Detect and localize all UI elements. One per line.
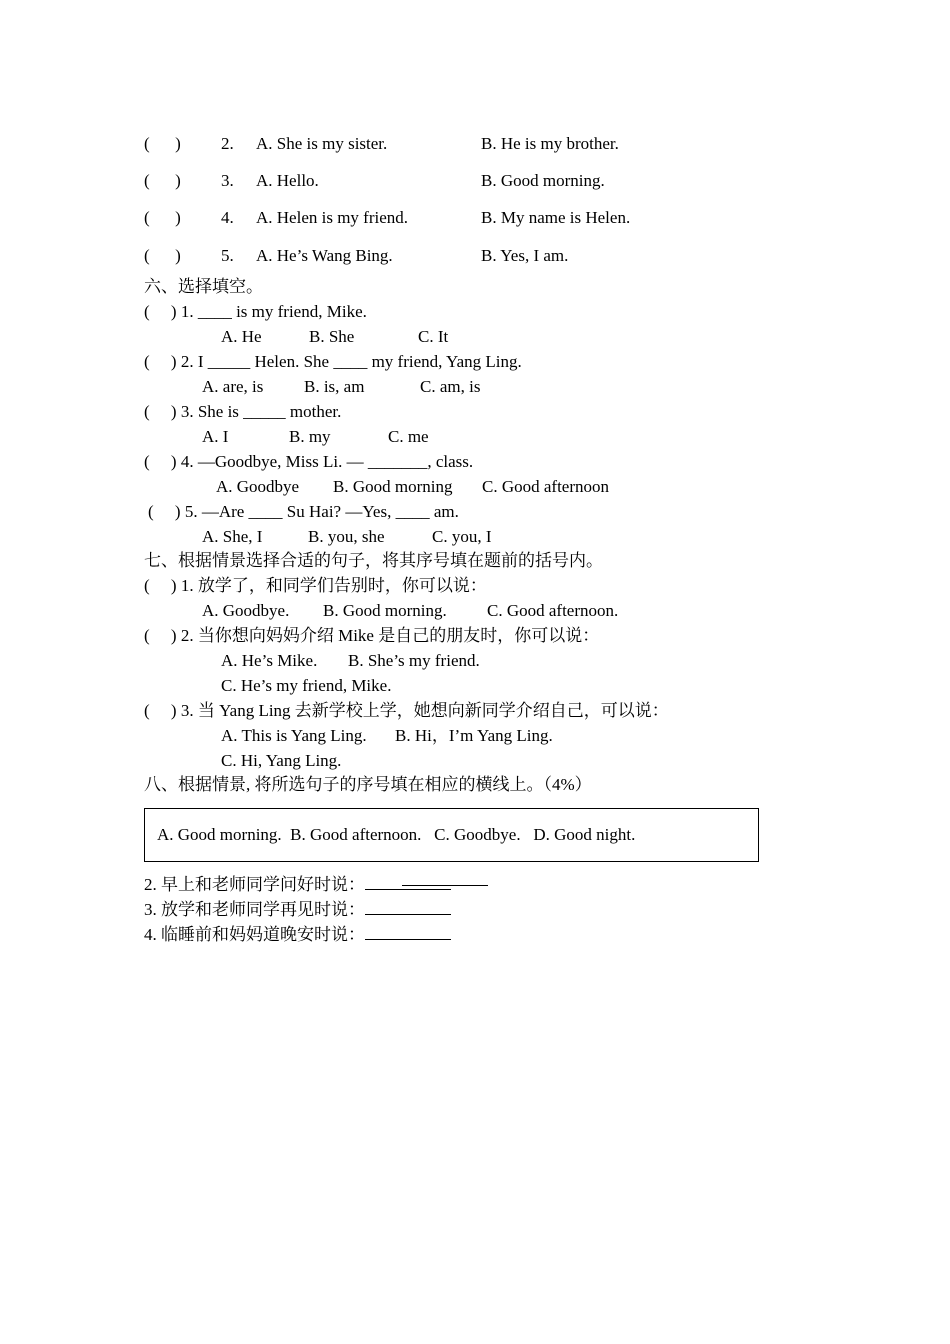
s8-item-4-text: 4. 临睡前和妈妈道晚安时说： — [144, 925, 365, 944]
s6-q3-option-a: A. I — [202, 427, 229, 446]
s7-q1-option-a: A. Goodbye. — [202, 601, 290, 620]
s6-q4-stem: ( ) 4. —Goodbye, Miss Li. — _______, class. — [144, 452, 474, 471]
s7-q2-option-a: A. He’s Mike. — [221, 651, 318, 670]
s7-q3-stem: ( ) 3. 当 Yang Ling 去新学校上学，她想向新同学介绍自己，可以说： — [144, 701, 669, 720]
question-number: 2. — [221, 134, 234, 153]
question-number: 5. — [221, 246, 234, 265]
option-box — [144, 808, 759, 862]
s6-q5-option-a: A. She, I — [202, 527, 263, 546]
answer-paren: ( ) — [144, 246, 181, 265]
s6-q3-option-b: B. my — [289, 427, 331, 446]
s6-q3-option-c: C. me — [388, 427, 429, 446]
answer-blank[interactable] — [365, 899, 451, 915]
s7-q2-stem: ( ) 2. 当你想向妈妈介绍 Mike 是自己的朋友时，你可以说： — [144, 626, 600, 645]
s7-q3-option-b: B. Hi，I’m Yang Ling. — [395, 726, 553, 745]
s6-q2-option-b: B. is, am — [304, 377, 365, 396]
answer-paren: ( ) — [144, 171, 181, 190]
s6-q1-option-a: A. He — [221, 327, 262, 346]
answer-blank[interactable] — [365, 874, 451, 890]
s6-q4-option-b: B. Good morning — [333, 477, 453, 496]
s6-q2-option-c: C. am, is — [420, 377, 481, 396]
s6-q4-option-a: A. Goodbye — [216, 477, 300, 496]
s6-q3-stem: ( ) 3. She is _____ mother. — [144, 402, 342, 421]
option-a: A. She is my sister. — [256, 134, 388, 153]
answer-blank[interactable] — [365, 924, 451, 940]
s6-q5-option-b: B. you, she — [308, 527, 385, 546]
question-number: 4. — [221, 208, 234, 227]
question-number: 3. — [221, 171, 234, 190]
option-b: B. Good morning. — [481, 171, 605, 190]
s6-q5-option-c: C. you, I — [432, 527, 492, 546]
s7-q3-option-a: A. This is Yang Ling. — [221, 726, 367, 745]
s8-item-2 — [144, 874, 451, 895]
option-a: A. Hello. — [256, 171, 319, 190]
section-8-heading: 八、根据情景, 将所选句子的序号填在相应的横线上。（4%） — [144, 775, 592, 794]
option-box-text: A. Good morning. B. Good afternoon. C. Goodbye. D. Good night. — [157, 825, 636, 844]
answer-paren: ( ) — [144, 134, 181, 153]
s7-q2-option-b: B. She’s my friend. — [348, 651, 480, 670]
s6-q1-option-b: B. She — [309, 327, 355, 346]
option-b: B. He is my brother. — [481, 134, 619, 153]
option-b: B. My name is Helen. — [481, 208, 631, 227]
s8-item-2-text: 2. 早上和老师同学问好时说： — [144, 875, 365, 894]
s6-q4-option-c: C. Good afternoon — [482, 477, 610, 496]
s7-q2-option-c: C. He’s my friend, Mike. — [221, 676, 392, 695]
s6-q2-stem: ( ) 2. I _____ Helen. She ____ my friend, Yang Ling. — [144, 352, 522, 371]
section-6-heading: 六、选择填空。 — [144, 277, 263, 296]
s7-q1-option-b: B. Good morning. — [323, 601, 447, 620]
option-b: B. Yes, I am. — [481, 246, 569, 265]
s6-q2-option-a: A. are, is — [202, 377, 264, 396]
option-a: A. He’s Wang Bing. — [256, 246, 393, 265]
s7-q1-stem: ( ) 1. 放学了，和同学们告别时，你可以说： — [144, 576, 487, 595]
section-7-heading: 七、根据情景选择合适的句子，将其序号填在题前的括号内。 — [144, 551, 603, 570]
option-a: A. Helen is my friend. — [256, 208, 409, 227]
s8-item-3-text: 3. 放学和老师同学再见时说： — [144, 900, 365, 919]
s7-q1-option-c: C. Good afternoon. — [487, 601, 619, 620]
answer-paren: ( ) — [144, 208, 181, 227]
s6-q1-option-c: C. It — [418, 327, 449, 346]
s7-q3-option-c: C. Hi, Yang Ling. — [221, 751, 342, 770]
s6-q5-stem: ( ) 5. —Are ____ Su Hai? —Yes, ____ am. — [148, 502, 459, 521]
s8-item-3 — [144, 899, 451, 920]
s8-item-4 — [144, 924, 451, 945]
s6-q1-stem: ( ) 1. ____ is my friend, Mike. — [144, 302, 367, 321]
